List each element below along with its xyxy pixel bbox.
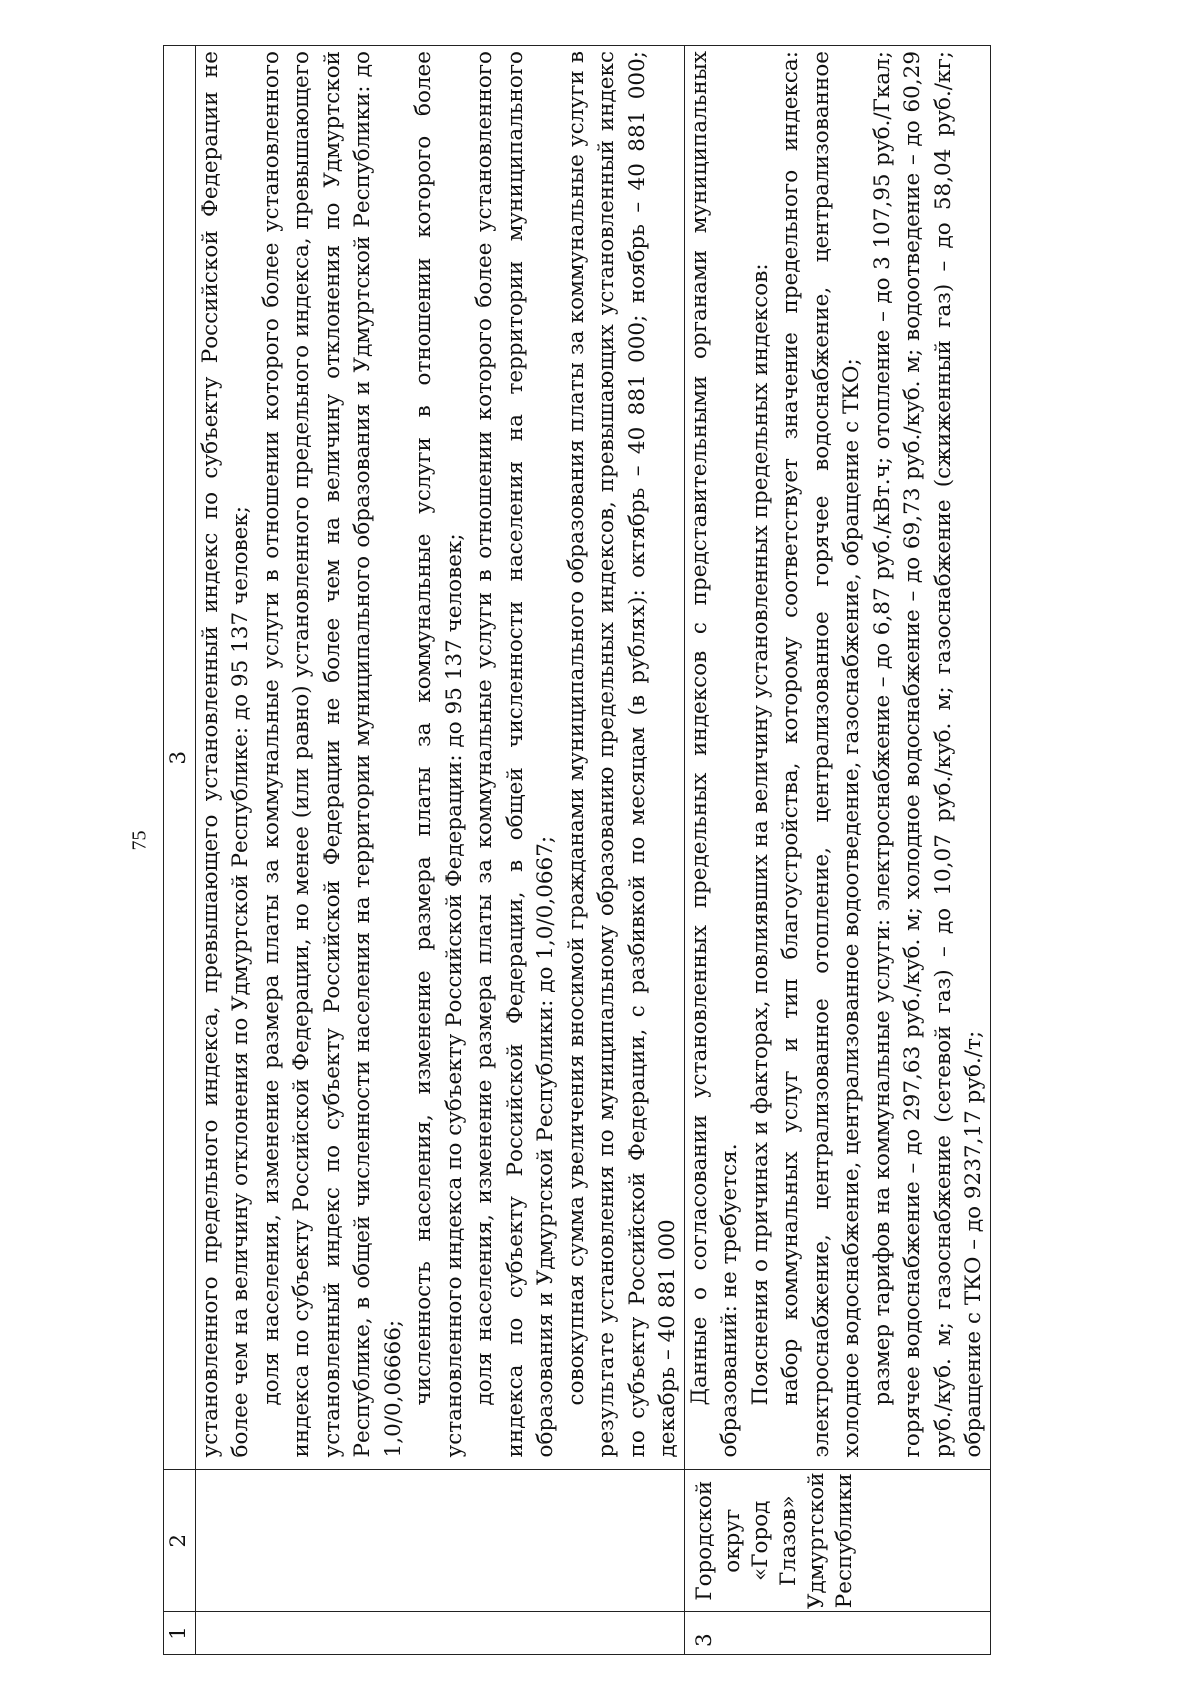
page-number: 75 bbox=[128, 830, 151, 851]
row-number-cell: 3 bbox=[684, 1612, 990, 1655]
data-table bbox=[163, 45, 991, 1655]
municipality-name-line: «Город Глазов» bbox=[747, 1495, 801, 1587]
header-cell-col-3: 3 bbox=[164, 46, 196, 1470]
paragraph: численность населения, изменение размера платы за коммунальные услуги в отношении которого более установленного индекса по субъекту Российской Федерации: до 95 137 человек; bbox=[411, 51, 467, 1458]
paragraph: установленного предельного индекса, превышающего установленный индекс по субъекту Российской Федерации не более чем на величину отклонения по Удмуртской Республике: до 95 137 человек; bbox=[197, 51, 253, 1458]
description-cell bbox=[195, 46, 684, 1470]
municipality-name-line: Городской округ bbox=[691, 1480, 745, 1601]
row-number-cell-empty bbox=[195, 1612, 684, 1655]
table-header-row bbox=[164, 46, 196, 1655]
paragraph: доля населения, изменение размера платы за коммунальные услуги в отношении которого более установленного индекса по субъекту Российской Федерации, но менее (или равно) установленного предельного индекса, превышающего установленный индекс по субъекту Российской Федерации не более чем на величину отклонения по Удмуртской Республике, в общей численности населения на территории муниципального образования и Удмуртской Республики: до 1,0/0,06666; bbox=[258, 51, 406, 1458]
paragraph: Данные о согласовании установленных предельных индексов с представительными органами муниципальных образований: не требуется. bbox=[686, 51, 742, 1458]
municipality-name-line: Республики bbox=[831, 1473, 857, 1609]
description-cell bbox=[684, 46, 990, 1470]
paragraph: размер тарифов на коммунальные услуги: электроснабжение – до 6,87 руб./кВт.ч; отопление – до 3 107,95 руб./Гкал; горячее водоснабжение – до 297,63 руб./куб. м; холодное водоснабжение – до 69,73 руб./куб. м; водоотведение – до 60,29 руб./куб. м; газоснабжение (сетевой газ) – до 10,07 руб./куб. м; газоснабжение (сжиженный газ) – до 58,04 руб./кг; обращение с ТКО – до 9237,17 руб./т; bbox=[869, 51, 986, 1458]
municipality-name-line: Удмуртской bbox=[803, 1472, 829, 1609]
municipality-name-cell bbox=[684, 1470, 990, 1612]
rotated-document-page bbox=[163, 45, 1173, 1655]
table-row bbox=[684, 46, 990, 1655]
header-cell-col-2: 2 bbox=[164, 1470, 196, 1612]
paragraph: Пояснения о причинах и факторах, повлиявших на величину установленных предельных индексов: bbox=[747, 263, 773, 1406]
table-row-continuation bbox=[195, 46, 684, 1655]
row-name-cell-empty bbox=[195, 1470, 684, 1612]
paragraph: набор коммунальных услуг и тип благоустройства, которому соответствует значение предельного индекса: электроснабжение, централизованное отопление, централизованное горячее водоснабжение, централизованное холодное водоснабжение, централизованное водоотведение, газоснабжение, обращение с ТКО; bbox=[778, 51, 864, 1458]
paragraph: доля населения, изменение размера платы за коммунальные услуги в отношении которого более установленного индекса по субъекту Российской Федерации, в общей численности населения на территории муниципального образования и Удмуртской Республики: до 1,0/0,0667; bbox=[472, 51, 558, 1458]
paragraph: совокупная сумма увеличения вносимой гражданами муниципального образования платы за коммунальные услуги в результате установления по муниципальному образованию предельных индексов, превышающих установленный индекс по субъекту Российской Федерации, с разбивкой по месяцам (в рублях): октябрь – 40 881 000; ноябрь – 40 881 000; декабрь – 40 881 000 bbox=[563, 51, 680, 1458]
header-cell-col-1: 1 bbox=[164, 1612, 196, 1655]
